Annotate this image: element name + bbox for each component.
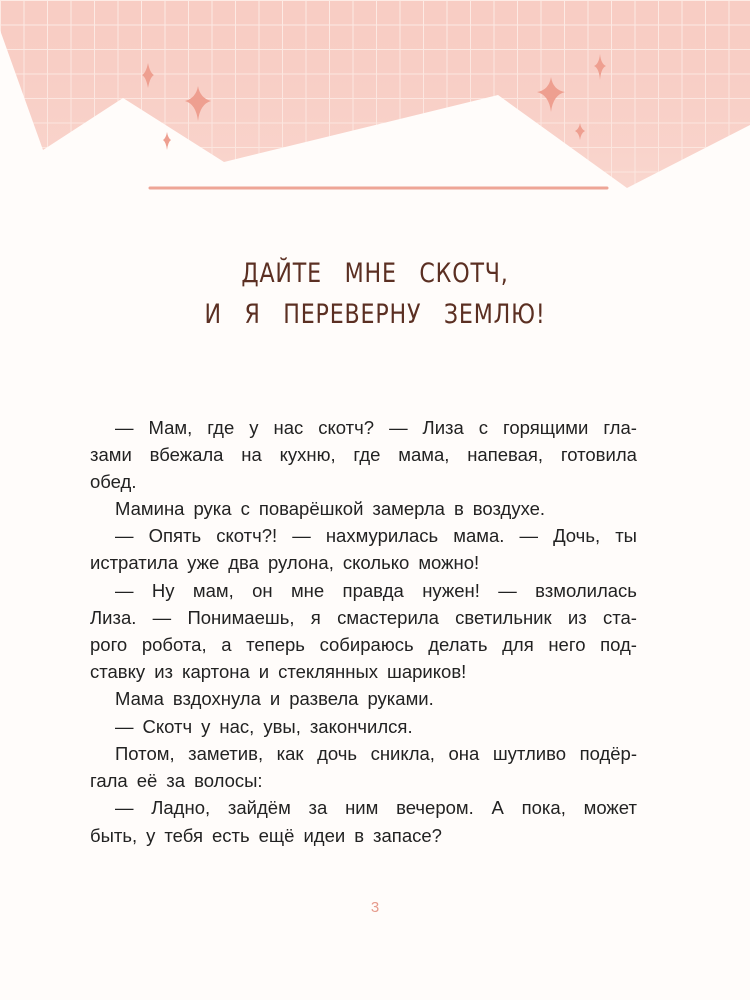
text-line: Мамина рука с поварёшкой замерла в воздухе.: [115, 498, 546, 519]
text-line: Лиза. — Понимаешь, я смастерила светильник из ста-: [90, 607, 637, 628]
text-line: — Скотч у нас, увы, закончился.: [115, 716, 413, 737]
text-line: Потом, заметив, как дочь сникла, она шутливо подёр-: [115, 743, 637, 764]
text-line: ставку из картона и стеклянных шариков!: [90, 661, 467, 682]
text-line: — Ладно, зайдём за ним вечером. А пока, может: [115, 797, 637, 818]
text-line: гала её за волосы:: [90, 770, 263, 791]
text-line: обед.: [90, 471, 137, 492]
header-decoration: [0, 0, 750, 200]
text-line: быть, у тебя есть ещё идеи в запасе?: [90, 825, 442, 846]
text-line: — Опять скотч?! — нахмурилась мама. — Дочь, ты: [115, 525, 637, 546]
chapter-title-line-2: И Я ПЕРЕВЕРНУ ЗЕМЛЮ!: [204, 299, 546, 330]
page-number: 3: [370, 899, 380, 916]
text-line: — Ну мам, он мне правда нужен! — взмолилась: [115, 580, 637, 601]
text-line: зами вбежала на кухню, где мама, напевая, готовила: [90, 444, 637, 465]
text-line: истратила уже два рулона, сколько можно!: [90, 552, 480, 573]
text-line: рого робота, а теперь собираюсь делать для него под-: [90, 634, 637, 655]
text-line: Мама вздохнула и развела руками.: [115, 688, 434, 709]
text-line: — Мам, где у нас скотч? — Лиза с горящими гла-: [115, 417, 637, 438]
chapter-title-line-1: ДАЙТЕ МНЕ СКОТЧ,: [241, 258, 509, 289]
